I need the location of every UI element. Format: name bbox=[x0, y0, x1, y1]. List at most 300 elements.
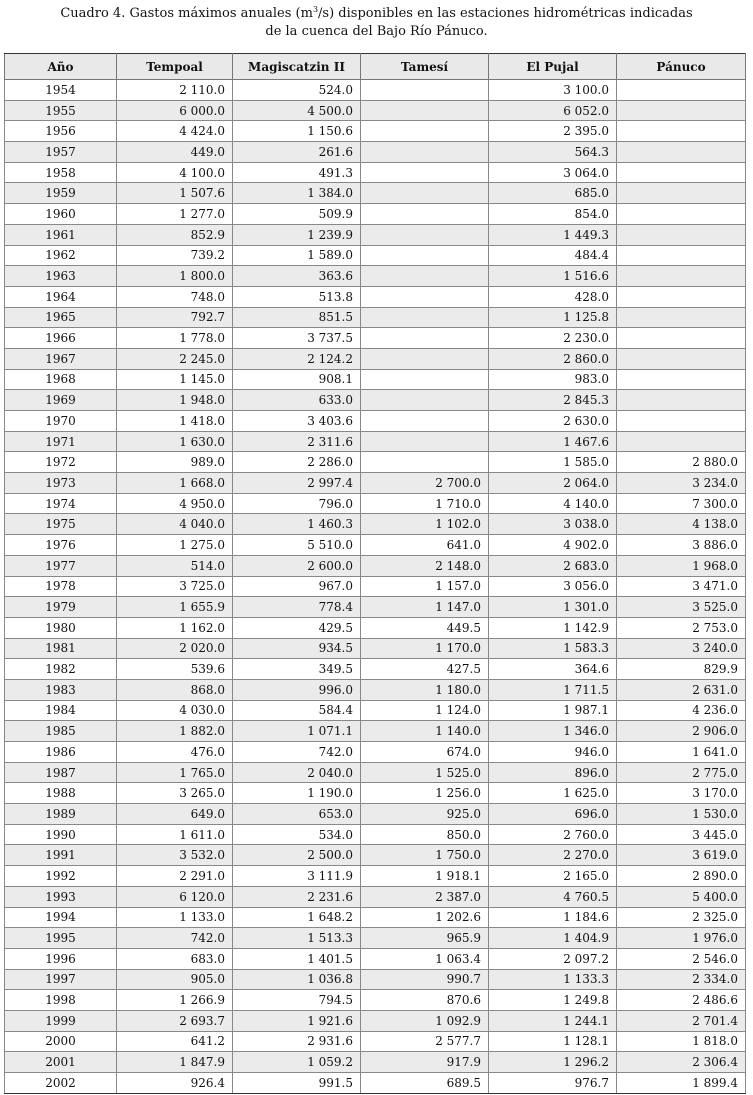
cell-el-pujal: 2 230.0 bbox=[489, 328, 617, 349]
cell-year: 1982 bbox=[5, 659, 117, 680]
cell-year: 1957 bbox=[5, 142, 117, 163]
cell-tempoal: 1 145.0 bbox=[117, 369, 233, 390]
cell-magiscatzin: 584.4 bbox=[233, 700, 361, 721]
cell-el-pujal: 4 140.0 bbox=[489, 493, 617, 514]
table-row bbox=[5, 80, 746, 101]
table-body bbox=[5, 80, 746, 1094]
cell-magiscatzin: 2 040.0 bbox=[233, 762, 361, 783]
cell-tamesi bbox=[361, 411, 489, 432]
cell-tempoal: 905.0 bbox=[117, 969, 233, 990]
cell-magiscatzin: 1 384.0 bbox=[233, 183, 361, 204]
cell-el-pujal: 2 845.3 bbox=[489, 390, 617, 411]
header-row bbox=[5, 54, 746, 80]
cell-panuco: 3 445.0 bbox=[617, 824, 746, 845]
table-row bbox=[5, 411, 746, 432]
cell-tamesi: 1 180.0 bbox=[361, 679, 489, 700]
cell-year: 1971 bbox=[5, 431, 117, 452]
cell-magiscatzin: 996.0 bbox=[233, 679, 361, 700]
cell-tamesi: 1 202.6 bbox=[361, 907, 489, 928]
cell-tempoal: 1 630.0 bbox=[117, 431, 233, 452]
cell-el-pujal: 1 249.8 bbox=[489, 990, 617, 1011]
cell-tamesi bbox=[361, 307, 489, 328]
cell-tamesi: 1 170.0 bbox=[361, 638, 489, 659]
cell-tempoal: 2 693.7 bbox=[117, 1010, 233, 1031]
cell-year: 1965 bbox=[5, 307, 117, 328]
cell-panuco bbox=[617, 245, 746, 266]
cell-year: 1980 bbox=[5, 617, 117, 638]
cell-year: 1954 bbox=[5, 80, 117, 101]
table-row bbox=[5, 286, 746, 307]
cell-panuco bbox=[617, 411, 746, 432]
cell-el-pujal: 2 760.0 bbox=[489, 824, 617, 845]
cell-year: 1975 bbox=[5, 514, 117, 535]
cell-tempoal: 4 030.0 bbox=[117, 700, 233, 721]
table-row bbox=[5, 473, 746, 494]
cell-tamesi: 1 063.4 bbox=[361, 948, 489, 969]
header-tempoal: Tempoal bbox=[117, 54, 233, 80]
cell-tempoal: 1 668.0 bbox=[117, 473, 233, 494]
table-row bbox=[5, 1073, 746, 1094]
cell-tamesi: 449.5 bbox=[361, 617, 489, 638]
cell-year: 1973 bbox=[5, 473, 117, 494]
cell-el-pujal: 2 270.0 bbox=[489, 845, 617, 866]
table-row bbox=[5, 1052, 746, 1073]
cell-tamesi: 2 700.0 bbox=[361, 473, 489, 494]
cell-panuco bbox=[617, 266, 746, 287]
cell-tempoal: 1 765.0 bbox=[117, 762, 233, 783]
cell-el-pujal: 1 449.3 bbox=[489, 224, 617, 245]
cell-tempoal: 4 100.0 bbox=[117, 162, 233, 183]
header-magiscatzin: Magiscatzin II bbox=[233, 54, 361, 80]
cell-el-pujal: 6 052.0 bbox=[489, 100, 617, 121]
cell-tamesi: 674.0 bbox=[361, 742, 489, 763]
cell-tempoal: 2 110.0 bbox=[117, 80, 233, 101]
table-row bbox=[5, 555, 746, 576]
cell-year: 2000 bbox=[5, 1031, 117, 1052]
cell-el-pujal: 1 244.1 bbox=[489, 1010, 617, 1031]
table-row bbox=[5, 1031, 746, 1052]
cell-panuco bbox=[617, 286, 746, 307]
cell-panuco bbox=[617, 183, 746, 204]
cell-tempoal: 1 948.0 bbox=[117, 390, 233, 411]
cell-year: 1966 bbox=[5, 328, 117, 349]
cell-panuco: 2 546.0 bbox=[617, 948, 746, 969]
cell-el-pujal: 2 860.0 bbox=[489, 348, 617, 369]
table-row bbox=[5, 700, 746, 721]
cell-tamesi: 1 710.0 bbox=[361, 493, 489, 514]
cell-tamesi bbox=[361, 121, 489, 142]
cell-panuco: 1 968.0 bbox=[617, 555, 746, 576]
cell-tamesi: 1 750.0 bbox=[361, 845, 489, 866]
cell-year: 1996 bbox=[5, 948, 117, 969]
table-row bbox=[5, 659, 746, 680]
cell-year: 1962 bbox=[5, 245, 117, 266]
cell-magiscatzin: 794.5 bbox=[233, 990, 361, 1011]
cell-year: 1986 bbox=[5, 742, 117, 763]
cell-tempoal: 2 291.0 bbox=[117, 866, 233, 887]
table-row bbox=[5, 783, 746, 804]
cell-panuco: 3 170.0 bbox=[617, 783, 746, 804]
table-row bbox=[5, 866, 746, 887]
cell-magiscatzin: 3 737.5 bbox=[233, 328, 361, 349]
cell-panuco: 3 525.0 bbox=[617, 597, 746, 618]
cell-panuco: 2 306.4 bbox=[617, 1052, 746, 1073]
table-row bbox=[5, 307, 746, 328]
cell-year: 1977 bbox=[5, 555, 117, 576]
cell-el-pujal: 1 987.1 bbox=[489, 700, 617, 721]
cell-year: 1999 bbox=[5, 1010, 117, 1031]
cell-magiscatzin: 991.5 bbox=[233, 1073, 361, 1094]
cell-el-pujal: 1 583.3 bbox=[489, 638, 617, 659]
cell-el-pujal: 484.4 bbox=[489, 245, 617, 266]
cell-tempoal: 1 162.0 bbox=[117, 617, 233, 638]
cell-magiscatzin: 2 600.0 bbox=[233, 555, 361, 576]
cell-year: 2001 bbox=[5, 1052, 117, 1073]
cell-el-pujal: 3 064.0 bbox=[489, 162, 617, 183]
cell-panuco bbox=[617, 369, 746, 390]
cell-year: 1963 bbox=[5, 266, 117, 287]
cell-year: 1978 bbox=[5, 576, 117, 597]
cell-year: 1985 bbox=[5, 721, 117, 742]
table-row bbox=[5, 679, 746, 700]
cell-magiscatzin: 4 500.0 bbox=[233, 100, 361, 121]
cell-magiscatzin: 851.5 bbox=[233, 307, 361, 328]
cell-el-pujal: 564.3 bbox=[489, 142, 617, 163]
cell-panuco bbox=[617, 307, 746, 328]
cell-el-pujal: 1 467.6 bbox=[489, 431, 617, 452]
cell-tamesi: 1 157.0 bbox=[361, 576, 489, 597]
cell-tamesi: 641.0 bbox=[361, 535, 489, 556]
cell-tempoal: 1 800.0 bbox=[117, 266, 233, 287]
table-row bbox=[5, 742, 746, 763]
cell-year: 1989 bbox=[5, 804, 117, 825]
cell-tempoal: 868.0 bbox=[117, 679, 233, 700]
table-row bbox=[5, 824, 746, 845]
table-row bbox=[5, 535, 746, 556]
table-row bbox=[5, 431, 746, 452]
table-row bbox=[5, 348, 746, 369]
cell-year: 1998 bbox=[5, 990, 117, 1011]
cell-tamesi: 1 147.0 bbox=[361, 597, 489, 618]
cell-el-pujal: 1 516.6 bbox=[489, 266, 617, 287]
cell-panuco: 2 906.0 bbox=[617, 721, 746, 742]
cell-tempoal: 1 418.0 bbox=[117, 411, 233, 432]
cell-year: 1984 bbox=[5, 700, 117, 721]
table-row bbox=[5, 493, 746, 514]
cell-tamesi bbox=[361, 224, 489, 245]
cell-el-pujal: 1 142.9 bbox=[489, 617, 617, 638]
caption-line-1-start: Cuadro 4. Gastos máximos anuales (m bbox=[60, 6, 313, 21]
cell-tamesi bbox=[361, 431, 489, 452]
cell-tamesi: 427.5 bbox=[361, 659, 489, 680]
cell-year: 1995 bbox=[5, 928, 117, 949]
cell-tamesi: 1 256.0 bbox=[361, 783, 489, 804]
table-row bbox=[5, 928, 746, 949]
cell-panuco: 2 325.0 bbox=[617, 907, 746, 928]
table-row bbox=[5, 721, 746, 742]
cell-el-pujal: 1 184.6 bbox=[489, 907, 617, 928]
table-row bbox=[5, 121, 746, 142]
cell-el-pujal: 4 902.0 bbox=[489, 535, 617, 556]
caption-line-1-end: /s) disponibles en las estaciones hidrométricas indicadas bbox=[318, 6, 693, 21]
cell-panuco: 3 240.0 bbox=[617, 638, 746, 659]
table-row bbox=[5, 576, 746, 597]
cell-tempoal: 1 655.9 bbox=[117, 597, 233, 618]
cell-el-pujal: 696.0 bbox=[489, 804, 617, 825]
cell-tempoal: 514.0 bbox=[117, 555, 233, 576]
table-row bbox=[5, 762, 746, 783]
cell-magiscatzin: 2 231.6 bbox=[233, 886, 361, 907]
header-year: Año bbox=[5, 54, 117, 80]
cell-tempoal: 649.0 bbox=[117, 804, 233, 825]
cell-tempoal: 1 275.0 bbox=[117, 535, 233, 556]
cell-tempoal: 792.7 bbox=[117, 307, 233, 328]
table-row bbox=[5, 845, 746, 866]
cell-year: 1987 bbox=[5, 762, 117, 783]
cell-magiscatzin: 363.6 bbox=[233, 266, 361, 287]
cell-el-pujal: 2 165.0 bbox=[489, 866, 617, 887]
cell-panuco bbox=[617, 162, 746, 183]
cell-magiscatzin: 2 997.4 bbox=[233, 473, 361, 494]
cell-year: 1988 bbox=[5, 783, 117, 804]
cell-panuco: 2 775.0 bbox=[617, 762, 746, 783]
cell-tempoal: 4 040.0 bbox=[117, 514, 233, 535]
cell-panuco: 1 530.0 bbox=[617, 804, 746, 825]
cell-year: 1994 bbox=[5, 907, 117, 928]
cell-tamesi: 1 140.0 bbox=[361, 721, 489, 742]
cell-year: 1993 bbox=[5, 886, 117, 907]
cell-magiscatzin: 742.0 bbox=[233, 742, 361, 763]
cell-el-pujal: 3 100.0 bbox=[489, 80, 617, 101]
cell-tempoal: 683.0 bbox=[117, 948, 233, 969]
cell-tempoal: 4 424.0 bbox=[117, 121, 233, 142]
cell-panuco bbox=[617, 80, 746, 101]
cell-year: 1970 bbox=[5, 411, 117, 432]
cell-magiscatzin: 1 239.9 bbox=[233, 224, 361, 245]
cell-el-pujal: 1 711.5 bbox=[489, 679, 617, 700]
cell-el-pujal: 1 296.2 bbox=[489, 1052, 617, 1073]
cell-panuco: 3 619.0 bbox=[617, 845, 746, 866]
cell-year: 1958 bbox=[5, 162, 117, 183]
cell-magiscatzin: 3 403.6 bbox=[233, 411, 361, 432]
cell-magiscatzin: 2 124.2 bbox=[233, 348, 361, 369]
cell-tamesi: 2 577.7 bbox=[361, 1031, 489, 1052]
cell-tempoal: 6 120.0 bbox=[117, 886, 233, 907]
caption-line-1 bbox=[0, 1, 753, 23]
cell-tamesi bbox=[361, 328, 489, 349]
cell-tempoal: 3 725.0 bbox=[117, 576, 233, 597]
cell-magiscatzin: 1 036.8 bbox=[233, 969, 361, 990]
table-row bbox=[5, 907, 746, 928]
table-row bbox=[5, 948, 746, 969]
cell-tamesi: 925.0 bbox=[361, 804, 489, 825]
cell-tamesi bbox=[361, 100, 489, 121]
cell-tamesi: 917.9 bbox=[361, 1052, 489, 1073]
table-row bbox=[5, 245, 746, 266]
cell-tempoal: 3 532.0 bbox=[117, 845, 233, 866]
cell-tamesi bbox=[361, 348, 489, 369]
cell-magiscatzin: 1 921.6 bbox=[233, 1010, 361, 1031]
cell-tempoal: 1 277.0 bbox=[117, 204, 233, 225]
cell-year: 1992 bbox=[5, 866, 117, 887]
cell-magiscatzin: 513.8 bbox=[233, 286, 361, 307]
cell-year: 1955 bbox=[5, 100, 117, 121]
cell-magiscatzin: 429.5 bbox=[233, 617, 361, 638]
table-row bbox=[5, 183, 746, 204]
cell-panuco bbox=[617, 224, 746, 245]
table-row bbox=[5, 1010, 746, 1031]
cell-el-pujal: 1 346.0 bbox=[489, 721, 617, 742]
header-panuco: Pánuco bbox=[617, 54, 746, 80]
cell-tempoal: 539.6 bbox=[117, 659, 233, 680]
cell-el-pujal: 983.0 bbox=[489, 369, 617, 390]
cell-year: 1959 bbox=[5, 183, 117, 204]
cell-tempoal: 852.9 bbox=[117, 224, 233, 245]
cell-panuco: 7 300.0 bbox=[617, 493, 746, 514]
cell-magiscatzin: 1 648.2 bbox=[233, 907, 361, 928]
cell-magiscatzin: 1 190.0 bbox=[233, 783, 361, 804]
cell-tempoal: 1 266.9 bbox=[117, 990, 233, 1011]
cell-tamesi bbox=[361, 266, 489, 287]
cell-tempoal: 926.4 bbox=[117, 1073, 233, 1094]
cell-el-pujal: 1 625.0 bbox=[489, 783, 617, 804]
cell-el-pujal: 1 125.8 bbox=[489, 307, 617, 328]
cell-panuco bbox=[617, 348, 746, 369]
cell-tamesi bbox=[361, 245, 489, 266]
cell-el-pujal: 4 760.5 bbox=[489, 886, 617, 907]
cell-tempoal: 1 611.0 bbox=[117, 824, 233, 845]
cell-magiscatzin: 1 059.2 bbox=[233, 1052, 361, 1073]
table-row bbox=[5, 142, 746, 163]
cell-magiscatzin: 261.6 bbox=[233, 142, 361, 163]
cell-tempoal: 2 245.0 bbox=[117, 348, 233, 369]
table-row bbox=[5, 452, 746, 473]
cell-el-pujal: 364.6 bbox=[489, 659, 617, 680]
cell-magiscatzin: 3 111.9 bbox=[233, 866, 361, 887]
cell-year: 1960 bbox=[5, 204, 117, 225]
cell-panuco: 2 486.6 bbox=[617, 990, 746, 1011]
cell-magiscatzin: 2 286.0 bbox=[233, 452, 361, 473]
cell-magiscatzin: 1 071.1 bbox=[233, 721, 361, 742]
cell-panuco: 4 236.0 bbox=[617, 700, 746, 721]
cell-panuco: 2 631.0 bbox=[617, 679, 746, 700]
cell-magiscatzin: 908.1 bbox=[233, 369, 361, 390]
header-el-pujal: El Pujal bbox=[489, 54, 617, 80]
cell-panuco: 3 886.0 bbox=[617, 535, 746, 556]
table-row bbox=[5, 266, 746, 287]
cell-tamesi bbox=[361, 162, 489, 183]
table-row bbox=[5, 390, 746, 411]
cell-tamesi: 1 525.0 bbox=[361, 762, 489, 783]
cell-panuco: 1 818.0 bbox=[617, 1031, 746, 1052]
cell-tamesi bbox=[361, 286, 489, 307]
cell-magiscatzin: 1 401.5 bbox=[233, 948, 361, 969]
table-row bbox=[5, 162, 746, 183]
cell-year: 1964 bbox=[5, 286, 117, 307]
cell-tempoal: 1 847.9 bbox=[117, 1052, 233, 1073]
cell-el-pujal: 2 683.0 bbox=[489, 555, 617, 576]
table-row bbox=[5, 804, 746, 825]
table-row bbox=[5, 328, 746, 349]
cell-year: 2002 bbox=[5, 1073, 117, 1094]
cell-el-pujal: 976.7 bbox=[489, 1073, 617, 1094]
cell-tamesi: 2 148.0 bbox=[361, 555, 489, 576]
cell-year: 1997 bbox=[5, 969, 117, 990]
cell-magiscatzin: 934.5 bbox=[233, 638, 361, 659]
cell-el-pujal: 896.0 bbox=[489, 762, 617, 783]
cell-tamesi bbox=[361, 390, 489, 411]
cell-magiscatzin: 653.0 bbox=[233, 804, 361, 825]
cell-el-pujal: 1 301.0 bbox=[489, 597, 617, 618]
cell-year: 1968 bbox=[5, 369, 117, 390]
cell-year: 1983 bbox=[5, 679, 117, 700]
cell-el-pujal: 1 585.0 bbox=[489, 452, 617, 473]
cell-panuco: 2 753.0 bbox=[617, 617, 746, 638]
cell-el-pujal: 1 404.9 bbox=[489, 928, 617, 949]
cell-year: 1976 bbox=[5, 535, 117, 556]
cell-tempoal: 742.0 bbox=[117, 928, 233, 949]
cell-magiscatzin: 524.0 bbox=[233, 80, 361, 101]
cell-magiscatzin: 5 510.0 bbox=[233, 535, 361, 556]
cell-tamesi: 2 387.0 bbox=[361, 886, 489, 907]
header-tamesi: Tamesí bbox=[361, 54, 489, 80]
cell-tamesi: 1 102.0 bbox=[361, 514, 489, 535]
cell-panuco: 5 400.0 bbox=[617, 886, 746, 907]
caption-line-2: de la cuenca del Bajo Río Pánuco. bbox=[265, 24, 488, 39]
table-row bbox=[5, 990, 746, 1011]
cell-panuco: 1 899.4 bbox=[617, 1073, 746, 1094]
cell-year: 1979 bbox=[5, 597, 117, 618]
cell-year: 1981 bbox=[5, 638, 117, 659]
cell-tamesi bbox=[361, 183, 489, 204]
cell-year: 1961 bbox=[5, 224, 117, 245]
cell-el-pujal: 854.0 bbox=[489, 204, 617, 225]
cell-el-pujal: 1 128.1 bbox=[489, 1031, 617, 1052]
table-row bbox=[5, 204, 746, 225]
cell-magiscatzin: 2 931.6 bbox=[233, 1031, 361, 1052]
cell-panuco bbox=[617, 100, 746, 121]
cell-panuco: 2 334.0 bbox=[617, 969, 746, 990]
cell-tamesi: 1 124.0 bbox=[361, 700, 489, 721]
cell-tamesi bbox=[361, 452, 489, 473]
cell-panuco: 3 234.0 bbox=[617, 473, 746, 494]
cell-panuco bbox=[617, 142, 746, 163]
cell-magiscatzin: 778.4 bbox=[233, 597, 361, 618]
cell-tamesi: 1 918.1 bbox=[361, 866, 489, 887]
discharge-table bbox=[4, 53, 746, 1094]
cell-el-pujal: 2 097.2 bbox=[489, 948, 617, 969]
cell-magiscatzin: 2 500.0 bbox=[233, 845, 361, 866]
table-row bbox=[5, 886, 746, 907]
cell-year: 1991 bbox=[5, 845, 117, 866]
cell-el-pujal: 3 056.0 bbox=[489, 576, 617, 597]
cell-tamesi: 689.5 bbox=[361, 1073, 489, 1094]
cell-magiscatzin: 349.5 bbox=[233, 659, 361, 680]
cell-panuco: 2 880.0 bbox=[617, 452, 746, 473]
cell-panuco bbox=[617, 431, 746, 452]
cell-tamesi: 990.7 bbox=[361, 969, 489, 990]
cell-tamesi: 965.9 bbox=[361, 928, 489, 949]
cell-panuco: 1 641.0 bbox=[617, 742, 746, 763]
cell-el-pujal: 428.0 bbox=[489, 286, 617, 307]
cell-magiscatzin: 534.0 bbox=[233, 824, 361, 845]
cell-tempoal: 641.2 bbox=[117, 1031, 233, 1052]
table-row bbox=[5, 100, 746, 121]
cell-magiscatzin: 633.0 bbox=[233, 390, 361, 411]
cell-magiscatzin: 491.3 bbox=[233, 162, 361, 183]
cell-panuco bbox=[617, 328, 746, 349]
cell-tempoal: 1 778.0 bbox=[117, 328, 233, 349]
